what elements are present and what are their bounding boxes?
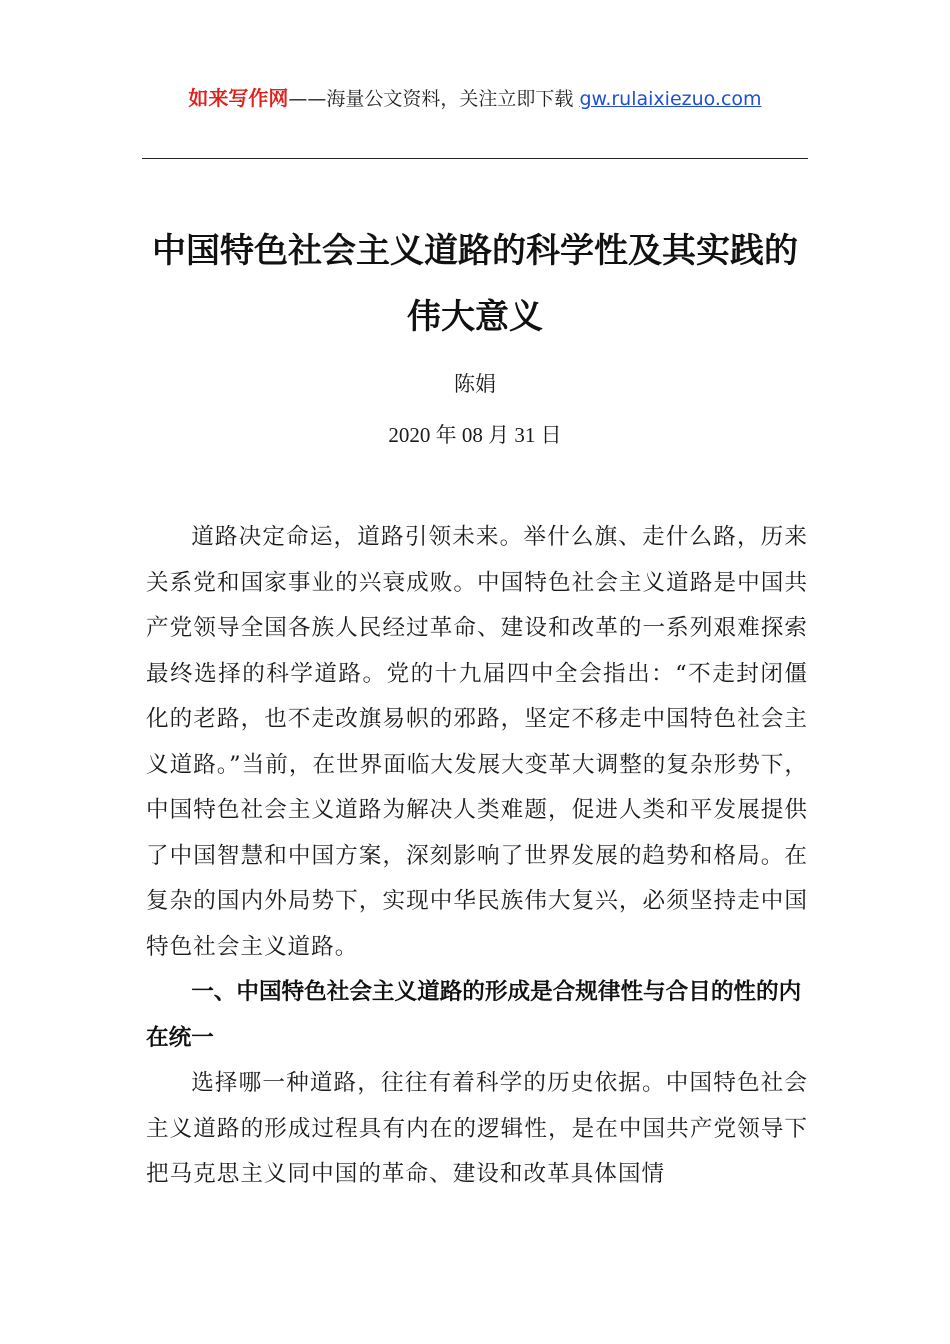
- article-author: 陈娟: [454, 372, 496, 396]
- header-tagline: ——海量公文资料，关注立即下载: [288, 88, 580, 110]
- paragraph: 道路决定命运，道路引领未来。举什么旗、走什么路，历来关系党和国家事业的兴衰成败。中国特色社会主义道路是中国共产党领导全国各族人民经过革命、建设和改革的一系列艰难探索最终选择的科学道路。党的十九届四中全会指出：“不走封闭僵化的老路，也不走改旗易帜的邪路，坚定不移走中国特色社会主义道路。”当前，在世界面临大发展大变革大调整的复杂形势下，中国特色社会主义道路为解决人类难题，促进人类和平发展提供了中国智慧和中国方案，深刻影响了世界发展的趋势和格局。在复杂的国内外局势下，实现中华民族伟大复兴，必须坚持走中国特色社会主义道路。: [146, 524, 808, 960]
- section-heading: 一、中国特色社会主义道路的形成是合规律性与合目的性的内在统一: [146, 979, 802, 1051]
- site-link[interactable]: gw.rulaixiezuo.com: [579, 88, 762, 110]
- header-divider: [142, 158, 808, 159]
- article-date: 2020 年 08 月 31 日: [388, 423, 562, 447]
- paragraph: 选择哪一种道路，往往有着科学的历史依据。中国特色社会主义道路的形成过程具有内在的逻辑性，是在中国共产党领导下把马克思主义同中国的革命、建设和改革具体国情: [146, 1070, 808, 1187]
- article-title: 中国特色社会主义道路的科学性及其实践的伟大意义: [152, 231, 798, 337]
- site-header: [0, 84, 950, 113]
- article-body: [146, 515, 808, 1198]
- brand-name: 如来写作网: [188, 86, 289, 110]
